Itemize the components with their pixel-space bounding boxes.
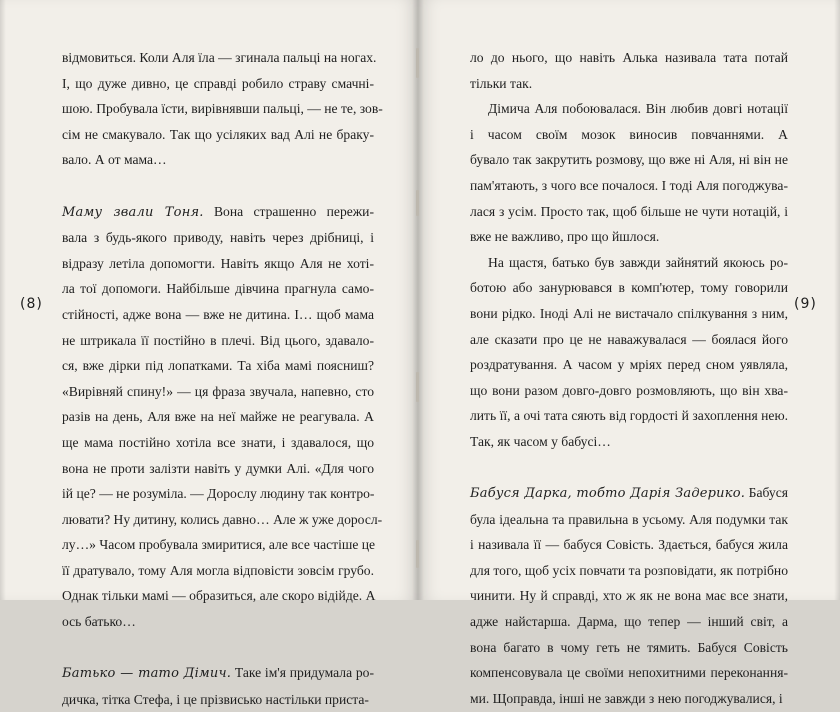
text-line: лювати? Ну дитину, колись давно… Але ж уже доросл- bbox=[62, 511, 383, 527]
text-line: вало. А от мама… bbox=[62, 152, 167, 168]
left-page bbox=[0, 0, 418, 707]
text-line: її дратувало, тому Аля могла відповісти зовсім грубо. bbox=[62, 562, 374, 578]
text-line: разів на день, Аля вже на неї майже не реагувала. А bbox=[62, 409, 374, 425]
text-line: для того, щоб усіх повчати та розповідати, як потрібно bbox=[470, 562, 788, 578]
handwritten-heading: Бабуся Дарка, тобто Дарія Задерико. bbox=[470, 486, 746, 502]
text-line: ось батько… bbox=[62, 614, 136, 630]
text-line: лу…» Часом пробувала змиритися, але все частіше це bbox=[62, 537, 376, 553]
text-line: не штрикала її постійно в плечі. Від цього, здавало- bbox=[62, 332, 374, 348]
text-line: чинити. Ну й справді, хто ж як не вона має все знати, bbox=[470, 588, 788, 604]
right-page bbox=[418, 0, 840, 706]
text-line: І, що дуже дивно, це справді робило страву смачні- bbox=[62, 75, 374, 91]
text-run: Бабуся bbox=[745, 485, 788, 501]
text-line: На щастя, батько був завжди зайнятий якоюсь ро- bbox=[488, 254, 788, 270]
text-line: дичка, тітка Стефа, і це прізвисько настільки приста- bbox=[62, 691, 369, 707]
text-line: вона не проти залізти навіть у думки Алі. «Для чого bbox=[62, 460, 374, 476]
text-line: ся, вже дірки під лопатками. Та хіба мамі поясниш? bbox=[62, 358, 374, 374]
text-line: Так, як часом у бабусі… bbox=[470, 433, 611, 449]
text-line: адже найстарша. Дарма, що тепер — інший світ, а bbox=[470, 614, 788, 630]
binding-stitch bbox=[416, 540, 419, 568]
binding-stitch bbox=[416, 190, 419, 216]
text-line: бувало так закрутить розмову, що вже ні Аля, ні він не bbox=[470, 152, 788, 168]
binding-stitch bbox=[416, 48, 419, 78]
page-edge-shadow bbox=[834, 0, 840, 600]
text-line: «Вирівняй спину!» — ця фраза звучала, напевно, сто bbox=[62, 383, 374, 399]
text-line bbox=[62, 199, 374, 226]
text-line: пам'ятають, з чого все почалося. І тоді Аля погоджува- bbox=[470, 177, 788, 193]
page-edge-shadow bbox=[0, 0, 6, 600]
binding-stitch bbox=[416, 372, 419, 402]
text-line: роздратування. А часом у мріях перед сном уявляла, bbox=[470, 357, 788, 373]
text-line: що вони разом довго-довго розмовляють, що він хва- bbox=[470, 382, 788, 398]
text-line: вже не важливо, про що йшлося. bbox=[470, 229, 660, 245]
text-line: Однак тільки мамі — образиться, але скоро відійде. А bbox=[62, 588, 376, 604]
text-line: відразу летіла допомогти. Навіть якщо Аля не хотi- bbox=[62, 255, 374, 271]
paragraph-gap bbox=[62, 173, 374, 199]
text-run: Таке ім'я придумала ро- bbox=[231, 665, 374, 681]
text-line: ла тої допомоги. Найбільше дівчина прагнула само- bbox=[62, 281, 374, 297]
text-line: компенсовувала це своїми непохитними переконання- bbox=[470, 665, 788, 681]
text-line: вона багато в чому геть не тямить. Бабуся Совість bbox=[470, 639, 788, 655]
text-line: лить її, а очі тата сяють від гордості й захоплення нею. bbox=[470, 408, 788, 424]
text-line: вала з будь-якого приводу, навіть через дрібниці, і bbox=[62, 230, 374, 246]
left-page-text bbox=[62, 45, 383, 712]
text-line: вони рідко. Іноді Алі не вистачало спілкування з ним, bbox=[470, 305, 788, 321]
book-gutter bbox=[412, 0, 424, 600]
text-line: відмовиться. Коли Аля їла — згинала пальці на ногах. bbox=[62, 50, 377, 65]
text-line: ій це? — не розуміла. — Дорослу людину так контро- bbox=[62, 486, 375, 502]
text-line: ми. Щоправда, інші не завжди з нею погоджувалися, і bbox=[470, 690, 783, 706]
page-number-left: (8) bbox=[20, 296, 43, 312]
text-line bbox=[62, 660, 374, 687]
text-run: Вона страшенно пережи- bbox=[203, 203, 374, 219]
text-line: і називала її — бабуся Совість. Здається, бабуся жила bbox=[470, 537, 788, 553]
text-line: шою. Пробувала їсти, вирівнявши пальці, — не те, зов- bbox=[62, 101, 383, 117]
text-line: ло до нього, що навіть Алька називала тата потай bbox=[470, 50, 788, 65]
text-line: лася з усім. Просто так, щоб більше не чути нотацій, і bbox=[470, 203, 788, 219]
handwritten-heading: Маму звали Тоня. bbox=[62, 204, 204, 220]
text-line: була ідеальна та правильна в усьому. Аля подумки так bbox=[470, 511, 788, 527]
text-line bbox=[470, 480, 788, 507]
text-line: стійності, адже вона — вже не дитина. І… щоб мама bbox=[62, 306, 374, 322]
paragraph-gap bbox=[470, 455, 788, 481]
text-line: але сказати про це не наважувалася — боялася його bbox=[470, 331, 788, 347]
text-line: ботою або занурювався в комп'ютер, тому говорили bbox=[470, 280, 788, 296]
text-line: ще мама постійно хотіла все знати, і здавалося, що bbox=[62, 434, 374, 450]
right-page-text bbox=[470, 45, 788, 711]
handwritten-heading: Батько — тато Дімич. bbox=[62, 666, 232, 682]
text-line: тільки так. bbox=[470, 75, 533, 91]
paragraph-gap bbox=[62, 635, 374, 661]
text-line: сім не смакувало. Так що усіляких вад Алі не браку- bbox=[62, 126, 374, 142]
text-line: Дімича Аля побоювалася. Він любив довгі нотації bbox=[488, 101, 788, 117]
page-number-right: (9) bbox=[794, 296, 817, 312]
text-line: і часом своїм мозок виносив повчаннями. А bbox=[470, 126, 788, 142]
